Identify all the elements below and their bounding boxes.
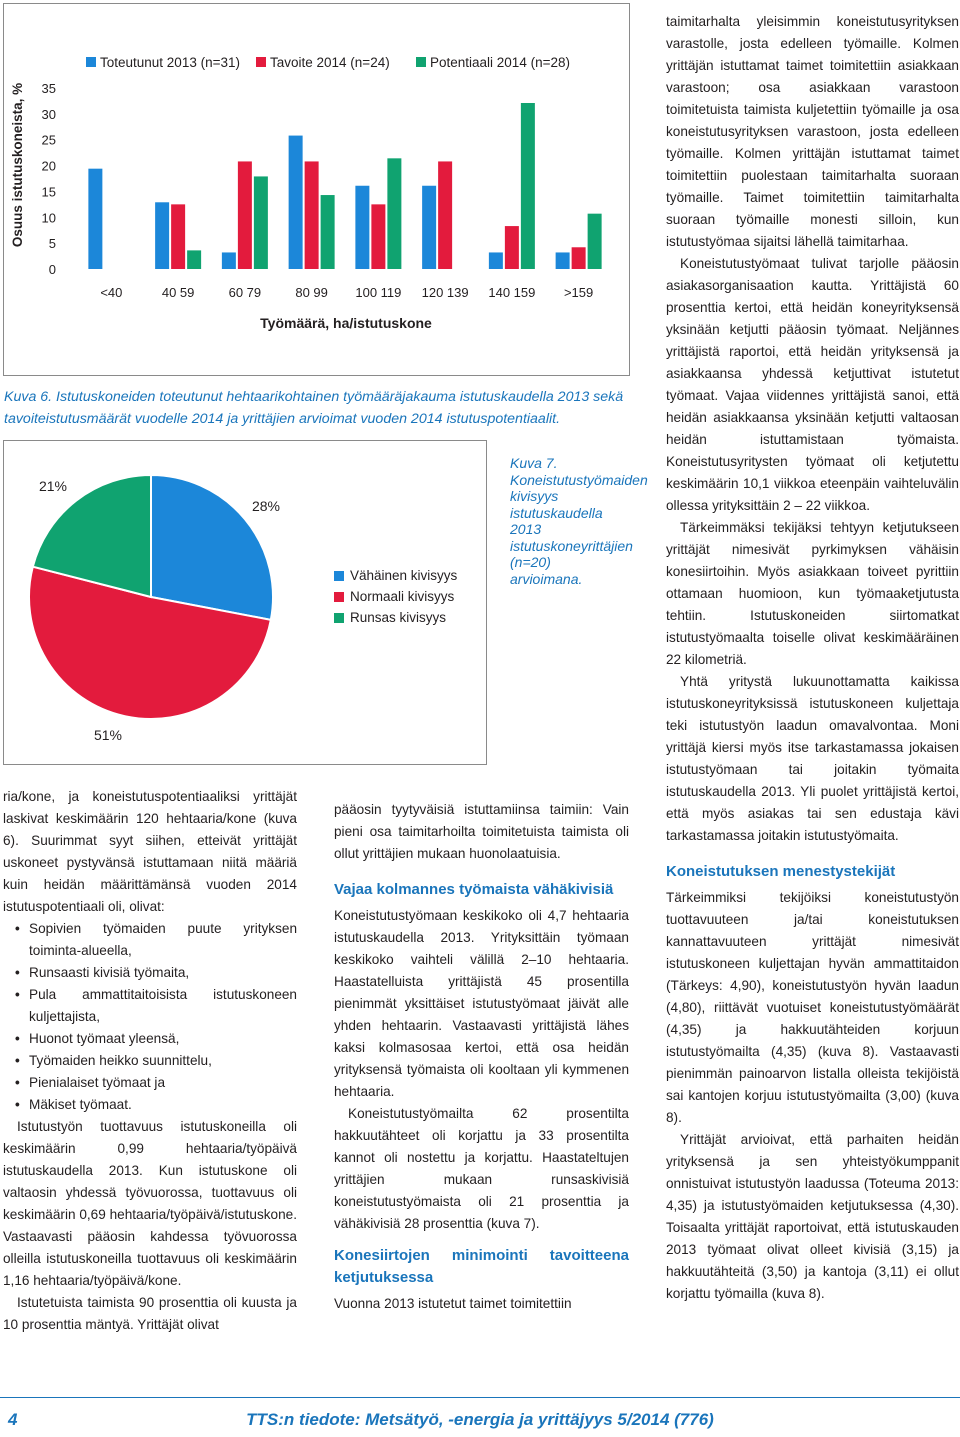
- footer-title: TTS:n tiedote: Metsätyö, -energia ja yrittäjyys 5/2014 (776): [246, 1410, 714, 1429]
- legend-swatch: [86, 57, 96, 67]
- bar: [155, 202, 169, 269]
- bar: [254, 176, 268, 269]
- y-tick-label: 30: [41, 106, 56, 122]
- bar: [489, 252, 503, 269]
- bar: [438, 161, 452, 269]
- y-tick-label: 20: [41, 158, 56, 174]
- y-tick-label: 15: [41, 184, 56, 200]
- legend-label: Potentiaali 2014 (n=28): [430, 55, 570, 70]
- pie-data-label: 21%: [38, 478, 68, 494]
- figure-6-caption: Kuva 6. Istutuskoneiden toteutunut hehtaarikohtainen työmääräjakauma istutuskaudella 2013 sekä tavoiteistutusmäärät vuodelle 2014 ja yrittäjien arvioimat vuoden 2014 istutuspotentiaalit.: [4, 389, 624, 427]
- paragraph: taimitarhalta yleisimmin koneistutusyrityksen varastolle, josta edelleen työmaille. Kolmen yrittäjän istuttamat taimet toimitettiin asiakkaan varastoon; osa asiakkaan varastoon toimitetuista taimista kuljetettiin työmaille ja osa koneistutusyrityksen varastoon, josta edelleen työmaille. Kolmen yrittäjän istuttamat taimet toimitettiin puolestaan taimitarhalta suoraan työmaille. Taimet toimitettiin taimitarhalta suoraan työmaille monesti silloin, kun istutustyömaa sijaitsi lähellä taimitarhaa.: [666, 14, 959, 249]
- bar-chart: [0, 0, 640, 345]
- y-tick-label: 25: [41, 132, 56, 148]
- y-tick-label: 35: [41, 81, 56, 96]
- legend-label: Toteutunut 2013 (n=31): [100, 55, 240, 70]
- paragraph: Koneistutustyömaan keskikoko oli 4,7 hehtaaria istutuskaudella 2013. Yrityksittäin työmaan keskikoko vaihteli välillä 2–10 hehtaaria. Haastatelluista yrittäjistä 45 prosentilla pienimmät yksittäiset istutustyömaat jäivät alle yhden hehtaarin. Vastaavasti yrittäjistä lähes kaksi kolmasosaa kertoi, että osa heidän yrityksensä työmaista oli kooltaan yli kymmenen hehtaaria.: [334, 908, 629, 1099]
- list-item: • Huonot työmaat yleensä,: [15, 1028, 297, 1050]
- x-tick-label: >159: [563, 285, 594, 300]
- section-heading: Konesiirtojen minimointi tavoitteena ketjutuksessa: [334, 1247, 629, 1286]
- x-tick-label: <40: [100, 285, 123, 300]
- column-3: [666, 11, 959, 1305]
- legend-item-vahainen: [334, 565, 457, 586]
- legend-label: Vähäinen kivisyys: [350, 568, 458, 583]
- page-number: 4: [8, 1410, 18, 1429]
- bar: [556, 252, 570, 269]
- pie-slice: [151, 475, 273, 620]
- legend-swatch: [334, 592, 344, 602]
- bar: [238, 161, 252, 269]
- legend-item-runsas: [334, 607, 457, 628]
- paragraph: Yhtä yritystä lukuunottamatta kaikissa istutuskoneyrityksissä istutuskoneen kuljettaja teki istutustyön laadun omavalvontaa. Moni yrittäjä kiersi myös itse tarkastamassa jokaisen istutustyömaan tai joitakin työmaita istutuskaudella 2013. Yli puolet yrittäjistä kertoi, että myös asiakas tai sen edustaja kävi tarkastamassa joitakin istutustyömaita.: [666, 674, 959, 843]
- paragraph: Istutustyön tuottavuus istutuskoneilla oli keskimäärin 0,99 hehtaaria/työpäivä istutuskaudella 2013. Kun istutuskone oli valtaosin yhdessä työvuorossa, tuottavuus oli keskimäärin 0,69 hehtaaria/työpäivä/istutuskone. Vastaavasti pääosin kahdessa työvuorossa olleilla istutuskoneilla tuottavuus oli keskimäärin 1,16 hehtaaria/työpäivä/kone.: [3, 1119, 297, 1288]
- bar: [387, 158, 401, 269]
- y-tick-label: 5: [48, 236, 56, 252]
- legend-item-normaali: [334, 586, 457, 607]
- x-tick-label: 40 59: [161, 285, 195, 300]
- paragraph: Tärkeimmiksi tekijöiksi koneistutustyön tuottavuuteen ja/tai koneistutuksen kannattavuuteen yrittäjät nimesivät istutuskoneen kuljettajan hyvän ammattitaidon (Tärkeys: 4,90), koneistutustyön hyvän laadun (4,80), riittävät vuotuiset koneistutustyömäärät (4,35) ja hakkuutähteiden korjuun istutustyömailta (4,35) (kuva 8). Vastaavasti pienimmän painoarvon listalla olleista tekijöistä sai kantojen korjuu istutustyömailta (3,00) (kuva 8).: [666, 890, 959, 1125]
- bar: [171, 204, 185, 269]
- pie-data-label: 51%: [93, 727, 123, 743]
- x-tick-label: 60 79: [228, 285, 262, 300]
- paragraph: Tärkeimmäksi tekijäksi tehtyyn ketjutukseen yrittäjät nimesivät pyrkimyksen vähäisin konesiirtoihin. Myös asiakkaan toiveet pyrittiin ottamaan huomioon, kun työmaaketjutusta tehtiin. Istutuskoneiden siirtomatkat istutustyömaalta toiselle olivat keskimääräinen 22 kilometriä.: [666, 520, 959, 667]
- legend-swatch: [334, 613, 344, 623]
- reasons-list: [3, 918, 297, 1116]
- bar: [355, 186, 369, 269]
- column-2: [334, 799, 629, 1315]
- bar: [305, 161, 319, 269]
- legend-swatch: [256, 57, 266, 67]
- legend-swatch: [334, 571, 344, 581]
- pie-data-label: 28%: [251, 498, 281, 514]
- bar: [321, 195, 335, 269]
- x-axis-label: Työmäärä, ha/istutuskone: [260, 315, 432, 331]
- column-1: [3, 786, 297, 1336]
- bar: [521, 103, 535, 269]
- footer-rule: [0, 1397, 960, 1398]
- y-tick-label: 0: [48, 262, 56, 277]
- paragraph: Vuonna 2013 istutetut taimet toimitettiin: [334, 1296, 572, 1311]
- bar: [422, 186, 436, 269]
- legend-label: Normaali kivisyys: [350, 589, 455, 604]
- paragraph: Koneistutustyömaat tulivat tarjolle pääosin asiakasorganisaation kautta. Yrittäjistä 60 prosenttia kertoi, että heidän koneyrityksensä yksinään ketjutti pääosin työmaat. Neljännes yrittäjistä raportoi, että heidän yrityksensä ja asiakkaansa yhdessä ketjuttivat istutetut työmaat. Vajaa viidennes yrittäjistä sanoi, että heidän asiakkaansa yksinään ketjutti valtaosan heidän istuttamistaan työmaista. Koneistutusyritysten työmaat oli ketjutettu keskimäärin 10,1 viikkoa eteenpäin vaihteluvälin ollessa yrityksittäin 2 – 22 viikkoa.: [666, 256, 959, 513]
- x-tick-label: 140 159: [488, 285, 536, 300]
- list-item: • Mäkiset työmaat.: [15, 1094, 297, 1116]
- paragraph: Yrittäjät arvioivat, että parhaiten heidän yrityksensä ja sen yhteistyökumppanit onnistuivat istutustyön laadussa (Toteuma 2013: 4,35) ja istutustyömaiden ketjutuksessa (4,30). Toisaalta yrittäjät raportoivat, että istutuskauden 2013 työmaat olivat olleet kivisiä (3,15) ja hakkuutähteitä (3,50) ja kantoja (3,11) ei ollut korjattu työmailla (kuva 8).: [666, 1132, 959, 1301]
- paragraph: Koneistutustyömailta 62 prosentilta hakkuutähteet oli korjattu ja 33 prosentilta kannot oli nostettu ja korjattu. Haastateltujen yrittäjien mukaan runsaskivisiä koneistutustyömaista oli 21 prosenttia ja vähäkivisiä 28 prosenttia (kuva 7).: [334, 1106, 629, 1231]
- paragraph: ria/kone, ja koneistutuspotentiaaliksi yrittäjät laskivat keskimäärin 120 hehtaaria/kone (kuva 6). Suurimmat syyt siihen, etteivät yrittäjät uskoneet pystyvänsä istuttamaan niitä määriä kuin heidän määrittämänsä vuoden 2014 istutuspotentiaali oli, olivat:: [3, 789, 297, 914]
- x-tick-label: 100 119: [355, 285, 402, 300]
- legend-label: Tavoite 2014 (n=24): [270, 55, 390, 70]
- list-item: • Runsaasti kivisiä työmaita,: [15, 962, 297, 984]
- y-tick-label: 10: [41, 210, 56, 226]
- list-item: • Pula ammattitaitoisista istutuskoneen kuljettajista,: [15, 984, 297, 1028]
- legend-label: Runsas kivisyys: [350, 610, 447, 625]
- paragraph: Istutetuista taimista 90 prosenttia oli kuusta ja 10 prosenttia mäntyä. Yrittäjät olivat: [3, 1295, 297, 1332]
- list-item: • Sopivien työmaiden puute yrityksen toiminta-alueella,: [15, 918, 297, 962]
- section-heading: Koneistutuksen menestystekijät: [666, 863, 896, 880]
- paragraph: pääosin tyytyväisiä istuttamiinsa taimiin: Vain pieni osa taimitarhoilta toimitetuista taimista oli ollut yrittäjien mukaan huonolaatuisia.: [334, 802, 629, 861]
- bar: [371, 204, 385, 269]
- bar: [505, 226, 519, 269]
- bar: [572, 247, 586, 269]
- x-tick-label: 80 99: [295, 285, 328, 300]
- y-axis-label: Osuus istutuskoneista, %: [10, 82, 25, 248]
- figure-7-caption: Kuva 7. Koneistutustyömaiden kivisyys istutuskaudella 2013 istutuskoneyrittäjien (n=20) arvioimana.: [510, 455, 648, 587]
- list-item: • Pienialaiset työmaat ja: [15, 1072, 297, 1094]
- pie-legend: [334, 565, 457, 628]
- list-item: • Työmaiden heikko suunnittelu,: [15, 1050, 297, 1072]
- bar: [88, 169, 102, 269]
- legend-swatch: [416, 57, 426, 67]
- bar: [289, 136, 303, 269]
- x-tick-label: 120 139: [421, 285, 469, 300]
- section-heading: Vajaa kolmannes työmaista vähäkivisiä: [334, 881, 614, 898]
- bar: [222, 252, 236, 269]
- bar: [187, 250, 201, 269]
- bar: [588, 214, 602, 269]
